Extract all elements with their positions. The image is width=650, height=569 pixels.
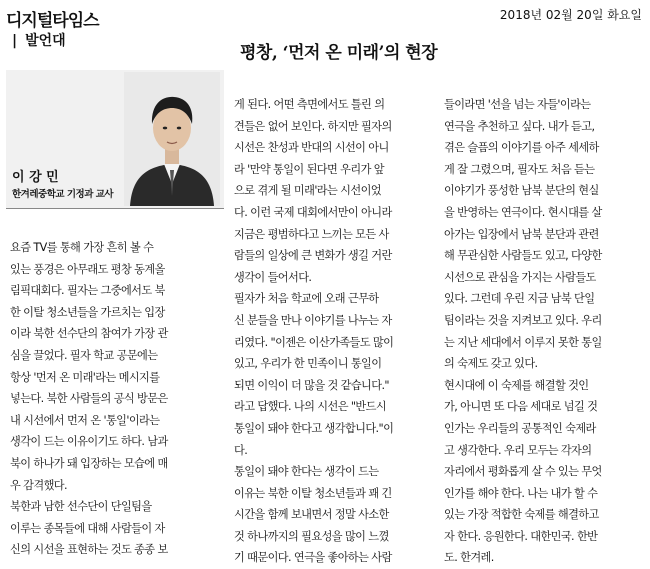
article-text-line: 통일이 돼야 한다는 생각이 드는: [234, 465, 379, 479]
author-role: 한겨레중학교 기정과 교사: [12, 189, 114, 200]
article-text-line: 견들은 없어 보인다. 하지만 필자의: [234, 119, 392, 133]
newspaper-logo: 디지털타임스: [6, 11, 99, 31]
article-text-line: 되면 이익이 더 많을 것 같습니다.": [234, 378, 389, 392]
article-text-line: 의 숙제도 갖고 있다.: [444, 357, 538, 371]
article-text-line: 가, 아니면 또 다음 세대로 넘길 것: [444, 400, 598, 414]
article-text-line: 라 '만약 통일이 된다면 우리가 앞: [234, 162, 384, 176]
article-text-line: 시선은 찬성과 반대의 시선이 아니: [234, 141, 389, 155]
section-name: 발언대: [25, 33, 66, 49]
author-box: [6, 70, 224, 209]
article-text-line: 지금은 평범하다고 느끼는 모든 사: [234, 227, 389, 241]
article-text-line: 으로 겪게 될 미래'라는 시선이었: [234, 184, 381, 198]
article-text-line: 기 때문이다. 연극을 좋아하는 사람: [234, 551, 392, 565]
article-text-line: 현시대에 이 숙제를 해결할 것인: [444, 378, 589, 392]
article-column-1: [10, 237, 222, 561]
article-text-line: 다.: [234, 443, 248, 457]
article-text-line: 항상 '먼저 온 미래'라는 메시지를: [10, 370, 160, 384]
article-text-line: 생각이 드는 이유이기도 하다. 남과: [10, 435, 168, 449]
article-text-line: 게 잘 그렸으며, 필자도 처음 듣는: [444, 162, 595, 176]
article-text-line: 라고 답했다. 나의 시선은 "반드시: [234, 400, 387, 414]
article-column-3: [444, 94, 642, 569]
article-text-line: 게 된다. 어떤 측면에서도 틀린 의: [234, 98, 385, 111]
article-text-line: 요즘 TV를 통해 가장 흔히 볼 수: [10, 241, 154, 254]
article-text-line: 한 이탈 청소년들을 가르치는 입장: [10, 305, 165, 319]
article-text-line: 팀이라는 것을 지켜보고 있다. 우리: [444, 313, 602, 327]
article-text-line: 것 하나까지의 필요성을 많이 느꼈: [234, 529, 389, 543]
article-text-line: 자 한다. 응원한다. 대한민국. 한반: [444, 529, 598, 543]
article-text-line: 이야기가 풍성한 남북 분단의 현실: [444, 184, 599, 198]
article-text-line: 이라 북한 선수단의 참여가 가장 관: [10, 327, 168, 341]
article-column-2: [234, 94, 430, 569]
article-text-line: 겪은 슬픔의 이야기를 아주 세세하: [444, 141, 599, 155]
article-text-line: 연극을 추천하고 싶다. 내가 듣고,: [444, 119, 595, 133]
article-text-line: 내 시선에서 먼저 온 '통일'이라는: [10, 413, 160, 427]
article-text-line: 시선으로 관심을 가지는 사람들도: [444, 270, 596, 284]
article-text-line: 인가는 우리들의 공통적인 숙제라: [444, 421, 596, 435]
article-text-line: 심을 끌었다. 필자 학교 공문에는: [10, 348, 158, 362]
article-text-line: 자리에서 평화롭게 살 수 있는 무엇: [444, 465, 602, 479]
article-text-line: 다. 이런 국제 대회에서만이 아니라: [234, 205, 392, 219]
article-text-line: 있는 풍경은 아무래도 평창 동계올: [10, 262, 165, 276]
article-text-line: 이루는 종목들에 대해 사람들이 자: [10, 521, 165, 535]
article-text-line: 북한과 남한 선수단이 단일팀을: [10, 500, 152, 514]
article-text-line: 들이라면 '선을 넘는 자들'이라는: [444, 98, 591, 111]
article-text-line: 있다. 그런데 우린 지금 남북 단일: [444, 292, 595, 306]
article-text-line: 시간을 함께 보내면서 정말 사소한: [234, 508, 389, 522]
article-text-line: 고 생각한다. 우리 모두는 각자의: [444, 443, 592, 457]
article-text-line: 리였다. "이젠은 이산가족들도 많이: [234, 335, 394, 349]
article-text-line: 도. 한겨레.: [444, 551, 494, 565]
article-text-line: 인가를 해야 한다. 나는 내가 할 수: [444, 486, 598, 500]
article-text-line: 통일이 돼야 한다고 생각합니다."이: [234, 421, 394, 435]
issue-date: 2018년 02월 20일 화요일: [499, 8, 642, 22]
article-text-line: 있고, 우리가 한 민족이니 통일이: [234, 357, 382, 371]
article-text-line: 필자가 처음 학교에 오래 근무하: [234, 292, 379, 306]
article-headline: 평창, ‘먼저 온 미래’의 현장: [240, 43, 438, 63]
article-text-line: 북이 하나가 돼 입장하는 모습에 매: [10, 456, 168, 470]
section-label: [6, 30, 66, 50]
article-text-line: 는 지난 세대에서 이루지 못한 통일: [444, 335, 602, 349]
article-text-line: 생각이 들어서다.: [234, 270, 312, 284]
article-text-line: 림픽대회다. 필자는 그중에서도 북: [10, 284, 165, 298]
article-text-line: 있는 가장 적합한 숙제를 해결하고: [444, 508, 599, 522]
section-divider: |: [12, 33, 18, 49]
article-text-line: 넣는다. 북한 사람들의 공식 방문은: [10, 392, 168, 406]
article-text-line: 아가는 입장에서 남북 분단과 관련: [444, 227, 599, 241]
author-photo: [124, 72, 220, 206]
article-text-line: 신의 시선을 표현하는 것도 종종 보: [10, 543, 168, 557]
article-text-line: 우 감격했다.: [10, 478, 67, 492]
article-text-line: 신 분들을 만나 이야기를 나누는 자: [234, 313, 392, 327]
article-text-line: 을 반영하는 연극이다. 현시대를 살: [444, 205, 602, 219]
author-name: 이 강 민: [12, 170, 59, 185]
article-text-line: 이유는 북한 이탈 청소년들과 꽤 긴: [234, 486, 392, 500]
article-text-line: 해 무관심한 사람들도 있고, 다양한: [444, 249, 602, 263]
article-text-line: 람들의 일상에 큰 변화가 생길 거란: [234, 249, 392, 263]
